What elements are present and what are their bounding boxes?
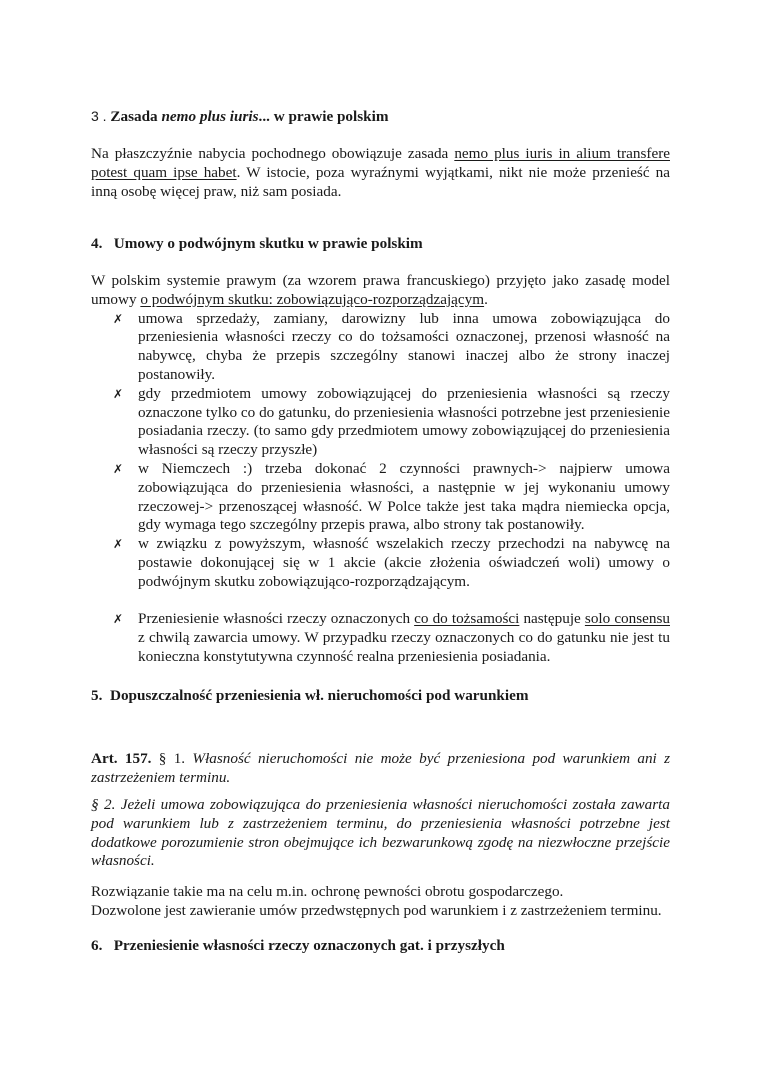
article-label: Art. 157.	[91, 750, 152, 767]
list-item	[91, 385, 670, 460]
note-2: Dozwolone jest zawieranie umów przedwstępnych pod warunkiem i z zastrzeżeniem terminu.	[91, 902, 662, 919]
heading-text: Umowy o podwójnym skutku w prawie polskim	[113, 235, 423, 252]
article-text: Własność nieruchomości nie może być przeniesiona pod warunkiem ani z zastrzeżeniem terminu.	[91, 750, 670, 786]
bullet-list	[91, 310, 670, 592]
heading-latin: nemo plus iuris	[161, 108, 259, 125]
paragraph-mark: § 1.	[151, 750, 193, 767]
cross-bullet-icon: ✗	[113, 537, 124, 552]
section-3-paragraph	[91, 145, 670, 201]
section-number: 4.	[91, 235, 103, 252]
list-item	[91, 610, 670, 666]
cross-bullet-icon: ✗	[113, 386, 124, 401]
article-157-par-2: § 2. Jeżeli umowa zobowiązująca do przeniesienia własności nieruchomości została zawarta pod warunkiem lub z zastrzeżeniem terminu, do przeniesienia własności potrzebne jest dodatkowe porozumienie stron obejmujące ich bezwarunkową zgodę na niezwłoczne przejście własności.	[91, 796, 670, 870]
text: Przeniesienie własności rzeczy oznaczonych	[138, 610, 415, 628]
section-number: 5.	[91, 687, 103, 704]
section-4-heading	[91, 235, 670, 254]
latin-maxim: nemo plus iuris in alium transfere potest quam ipse habet	[91, 145, 670, 181]
text: .	[484, 290, 488, 308]
cross-bullet-icon: ✗	[113, 311, 124, 326]
list-item	[91, 535, 670, 591]
section-number: 6.	[91, 937, 103, 954]
heading-text: Dopuszczalność przeniesienia wł. nieruchomości pod warunkiem	[109, 687, 529, 704]
text: . W istocie, poza wyraźnymi wyjątkami, nikt nie może przenieść na inną osobę więcej praw, niż sam posiada.	[91, 163, 670, 200]
bullet-list-2	[91, 610, 670, 666]
list-item-text: w Niemczech :) trzeba dokonać 2 czynności prawnych-> najpierw umowa zobowiązująca do przeniesienia własności, a następnie w jej wykonaniu umowy rzeczowej-> przenoszącej własność. W Polce także jest taka mądra niemiecka opcja, gdy wymaga tego szczególny przepis prawa, albo strony tak postanowiły.	[138, 459, 670, 534]
section-3-heading	[91, 107, 670, 127]
list-item	[91, 310, 670, 385]
article-157-par-1	[91, 750, 670, 788]
heading-text: Przeniesienie własności rzeczy oznaczonych gat. i przyszłych	[113, 937, 505, 954]
text: W polskim systemie prawym (za wzorem prawa francuskiego) przyjęto jako zasadę model umowy	[91, 272, 670, 308]
section-4-intro	[91, 272, 670, 310]
cross-bullet-icon: ✗	[113, 612, 124, 627]
text: Na płaszczyźnie nabycia pochodnego obowiązuje zasada	[91, 145, 455, 162]
underlined-term: co do tożsamości	[414, 610, 520, 628]
text: z chwilą zawarcia umowy. W przypadku rzeczy oznaczonych co do gatunku nie jest tu konieczna konstytutywna czynność realna przeniesienia posiadania.	[138, 629, 670, 665]
text: następuje	[519, 610, 585, 628]
cross-bullet-icon: ✗	[113, 461, 124, 476]
list-item-text: w związku z powyższym, własność wszelakich rzeczy przechodzi na nabywcę na postawie dokonującej się w 1 akcie (akcie złożenia oświadczeń woli) umowy o podwójnym skutku zobowiązująco-rozporządzającym.	[138, 535, 670, 590]
section-4-body	[91, 272, 670, 667]
note-1: Rozwiązanie takie ma na celu m.in. ochronę pewności obrotu gospodarczego.	[91, 883, 564, 900]
underlined-term: o podwójnym skutku: zobowiązująco-rozporządzającym	[140, 290, 485, 308]
section-number: 3 .	[91, 108, 107, 124]
section-6-heading	[91, 937, 670, 956]
list-item	[91, 460, 670, 535]
list-item-text: umowa sprzedaży, zamiany, darowizny lub inna umowa zobowiązująca do przeniesienia własności rzeczy co do tożsamości oznaczonej, przenosi własność na nabywcę, chyba że przepis szczególny stanowi inaczej albo że strony inaczej postanowiły.	[138, 309, 670, 383]
list-item-text: gdy przedmiotem umowy zobowiązującej do przeniesienia własności są rzeczy oznaczone tylko co do gatunku, do przeniesienia własności potrzebne jest przeniesienie posiadania rzeczy. (to samo gdy przedmiotem umowy zobowiązującej do przeniesienia własności są rzeczy przyszłe)	[138, 384, 670, 459]
section-5-heading	[91, 687, 670, 706]
heading-text-end: ... w prawie polskim	[258, 108, 389, 125]
underlined-term: solo consensu	[584, 610, 670, 628]
heading-text: Zasada	[110, 108, 162, 125]
